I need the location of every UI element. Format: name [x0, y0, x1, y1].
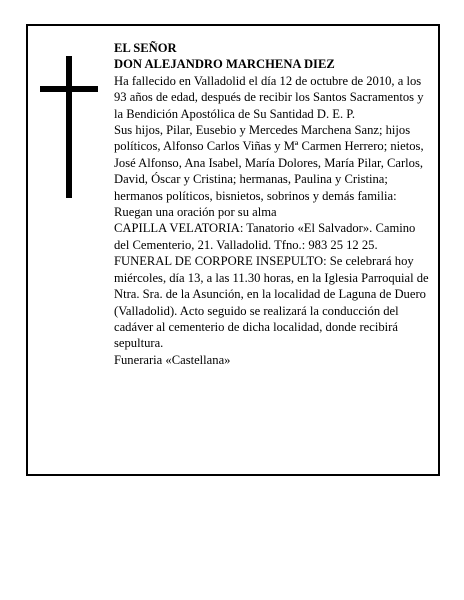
heading-title: EL SEÑOR — [114, 41, 177, 55]
obituary-notice — [26, 24, 440, 476]
funeral-info: FUNERAL DE CORPORE INSEPULTO: Se celebrará hoy miércoles, día 13, a las 11.30 horas, en la Iglesia Parroquial de Ntra. Sra. de la Asunción, en la localidad de Laguna de Duero (Valladolid). Acto seguido se realizará la conducción del cadáver al cementerio de dicha localidad, donde recibirá sepultura. — [114, 254, 429, 351]
cross-icon — [40, 56, 98, 198]
cross-horizontal-bar — [40, 86, 98, 92]
deceased-name: DON ALEJANDRO MARCHENA DIEZ — [114, 57, 335, 72]
death-announcement: Ha fallecido en Valladolid el día 12 de octubre de 2010, a los 93 años de edad, después de recibir los Santos Sacramentos y la Bendición Apostólica de Su Santidad D. E. P. — [114, 73, 424, 121]
cross-vertical-bar — [66, 56, 72, 198]
notice-text — [114, 40, 432, 368]
funeral-home: Funeraria «Castellana» — [114, 352, 231, 367]
family-list: Sus hijos, Pilar, Eusebio y Mercedes Marchena Sanz; hijos políticos, Alfonso Carlos Viñas y Mª Carmen Herrero; nietos, José Alfonso, Ana Isabel, María Dolores, María Pilar, Carlos, David, Óscar y Cristina; hermanas, Paulina y Cristina; hermanos políticos, bisnietos, sobrinos y demás familia: — [114, 123, 424, 203]
chapel-info: CAPILLA VELATORIA: Tanatorio «El Salvador». Camino del Cementerio, 21. Valladolid. Tfno.: 983 25 12 25. — [114, 221, 416, 252]
prayer-request: Ruegan una oración por su alma — [114, 205, 277, 220]
